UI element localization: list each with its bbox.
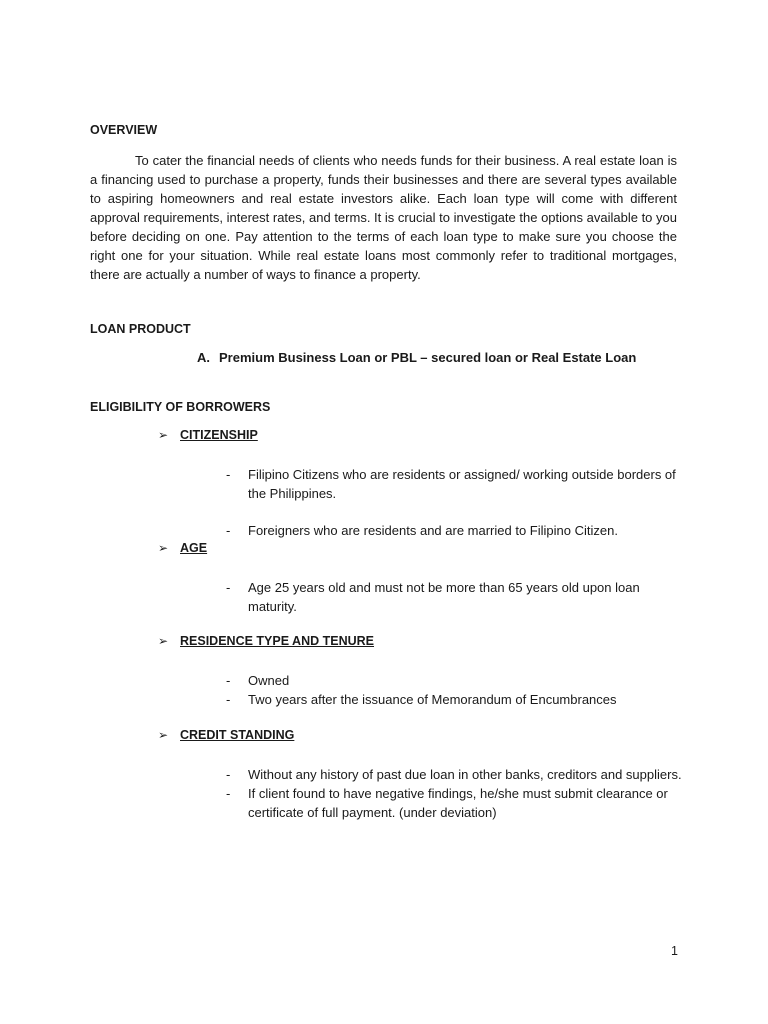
criterion-credit-standing [158, 728, 294, 742]
criterion-citizenship [158, 428, 258, 442]
list-item-text: Age 25 years old and must not be more than 65 years old upon loan maturity. [248, 580, 640, 614]
overview-paragraph: To cater the financial needs of clients who needs funds for their business. A real estate loan is a financing used to purchase a property, funds their businesses and there are several types available to aspiring homeowners and real estate investors alike. Each loan type will come with different approval requirements, interest rates, and terms. It is crucial to investigate the options available to you before deciding on one. Pay attention to the terms of each loan type to make sure you choose the right one for your situation. While real estate loans most commonly refer to traditional mortgages, there are actually a number of ways to finance a property. [90, 153, 677, 282]
list-item [226, 465, 686, 503]
dash-bullet: - [226, 523, 231, 538]
loan-product-heading: LOAN PRODUCT [90, 322, 191, 336]
arrow-bullet-icon: ➢ [158, 634, 169, 648]
overview-heading: OVERVIEW [90, 123, 158, 137]
criterion-label: CITIZENSHIP [180, 428, 258, 442]
arrow-bullet-icon: ➢ [158, 428, 169, 442]
list-item [226, 784, 686, 822]
loan-product-text: Premium Business Loan or PBL – secured loan or Real Estate Loan [219, 350, 637, 365]
list-item-text: Foreigners who are residents and are married to Filipino Citizen. [248, 523, 618, 538]
list-item-text: If client found to have negative findings, he/she must submit clearance or certificate of full payment. (under deviation) [248, 786, 668, 820]
dash-bullet: - [226, 767, 231, 782]
dash-bullet: - [226, 692, 231, 707]
arrow-bullet-icon: ➢ [158, 541, 169, 555]
criterion-label: CREDIT STANDING [180, 728, 295, 742]
list-item [226, 578, 686, 616]
arrow-bullet-icon: ➢ [158, 728, 169, 742]
list-marker: A. [197, 350, 210, 365]
dash-bullet: - [226, 786, 231, 801]
loan-product-item [197, 350, 636, 365]
list-item [226, 765, 686, 784]
dash-bullet: - [226, 673, 231, 688]
list-item-text: Filipino Citizens who are residents or assigned/ working outside borders of the Philippines. [248, 467, 676, 501]
list-item-text: Two years after the issuance of Memorandum of Encumbrances [248, 692, 617, 707]
list-item [226, 690, 686, 709]
eligibility-heading: ELIGIBILITY OF BORROWERS [90, 400, 271, 414]
criterion-label: RESIDENCE TYPE AND TENURE [180, 634, 375, 648]
criterion-age [158, 541, 207, 555]
dash-bullet: - [226, 467, 231, 482]
list-item-text: Owned [248, 673, 290, 688]
criterion-residence [158, 634, 374, 648]
list-item [226, 671, 686, 690]
dash-bullet: - [226, 580, 231, 595]
list-item-text: Without any history of past due loan in other banks, creditors and suppliers. [248, 767, 682, 782]
criterion-label: AGE [180, 541, 208, 555]
list-item [226, 521, 686, 540]
page-number: 1 [671, 944, 678, 958]
